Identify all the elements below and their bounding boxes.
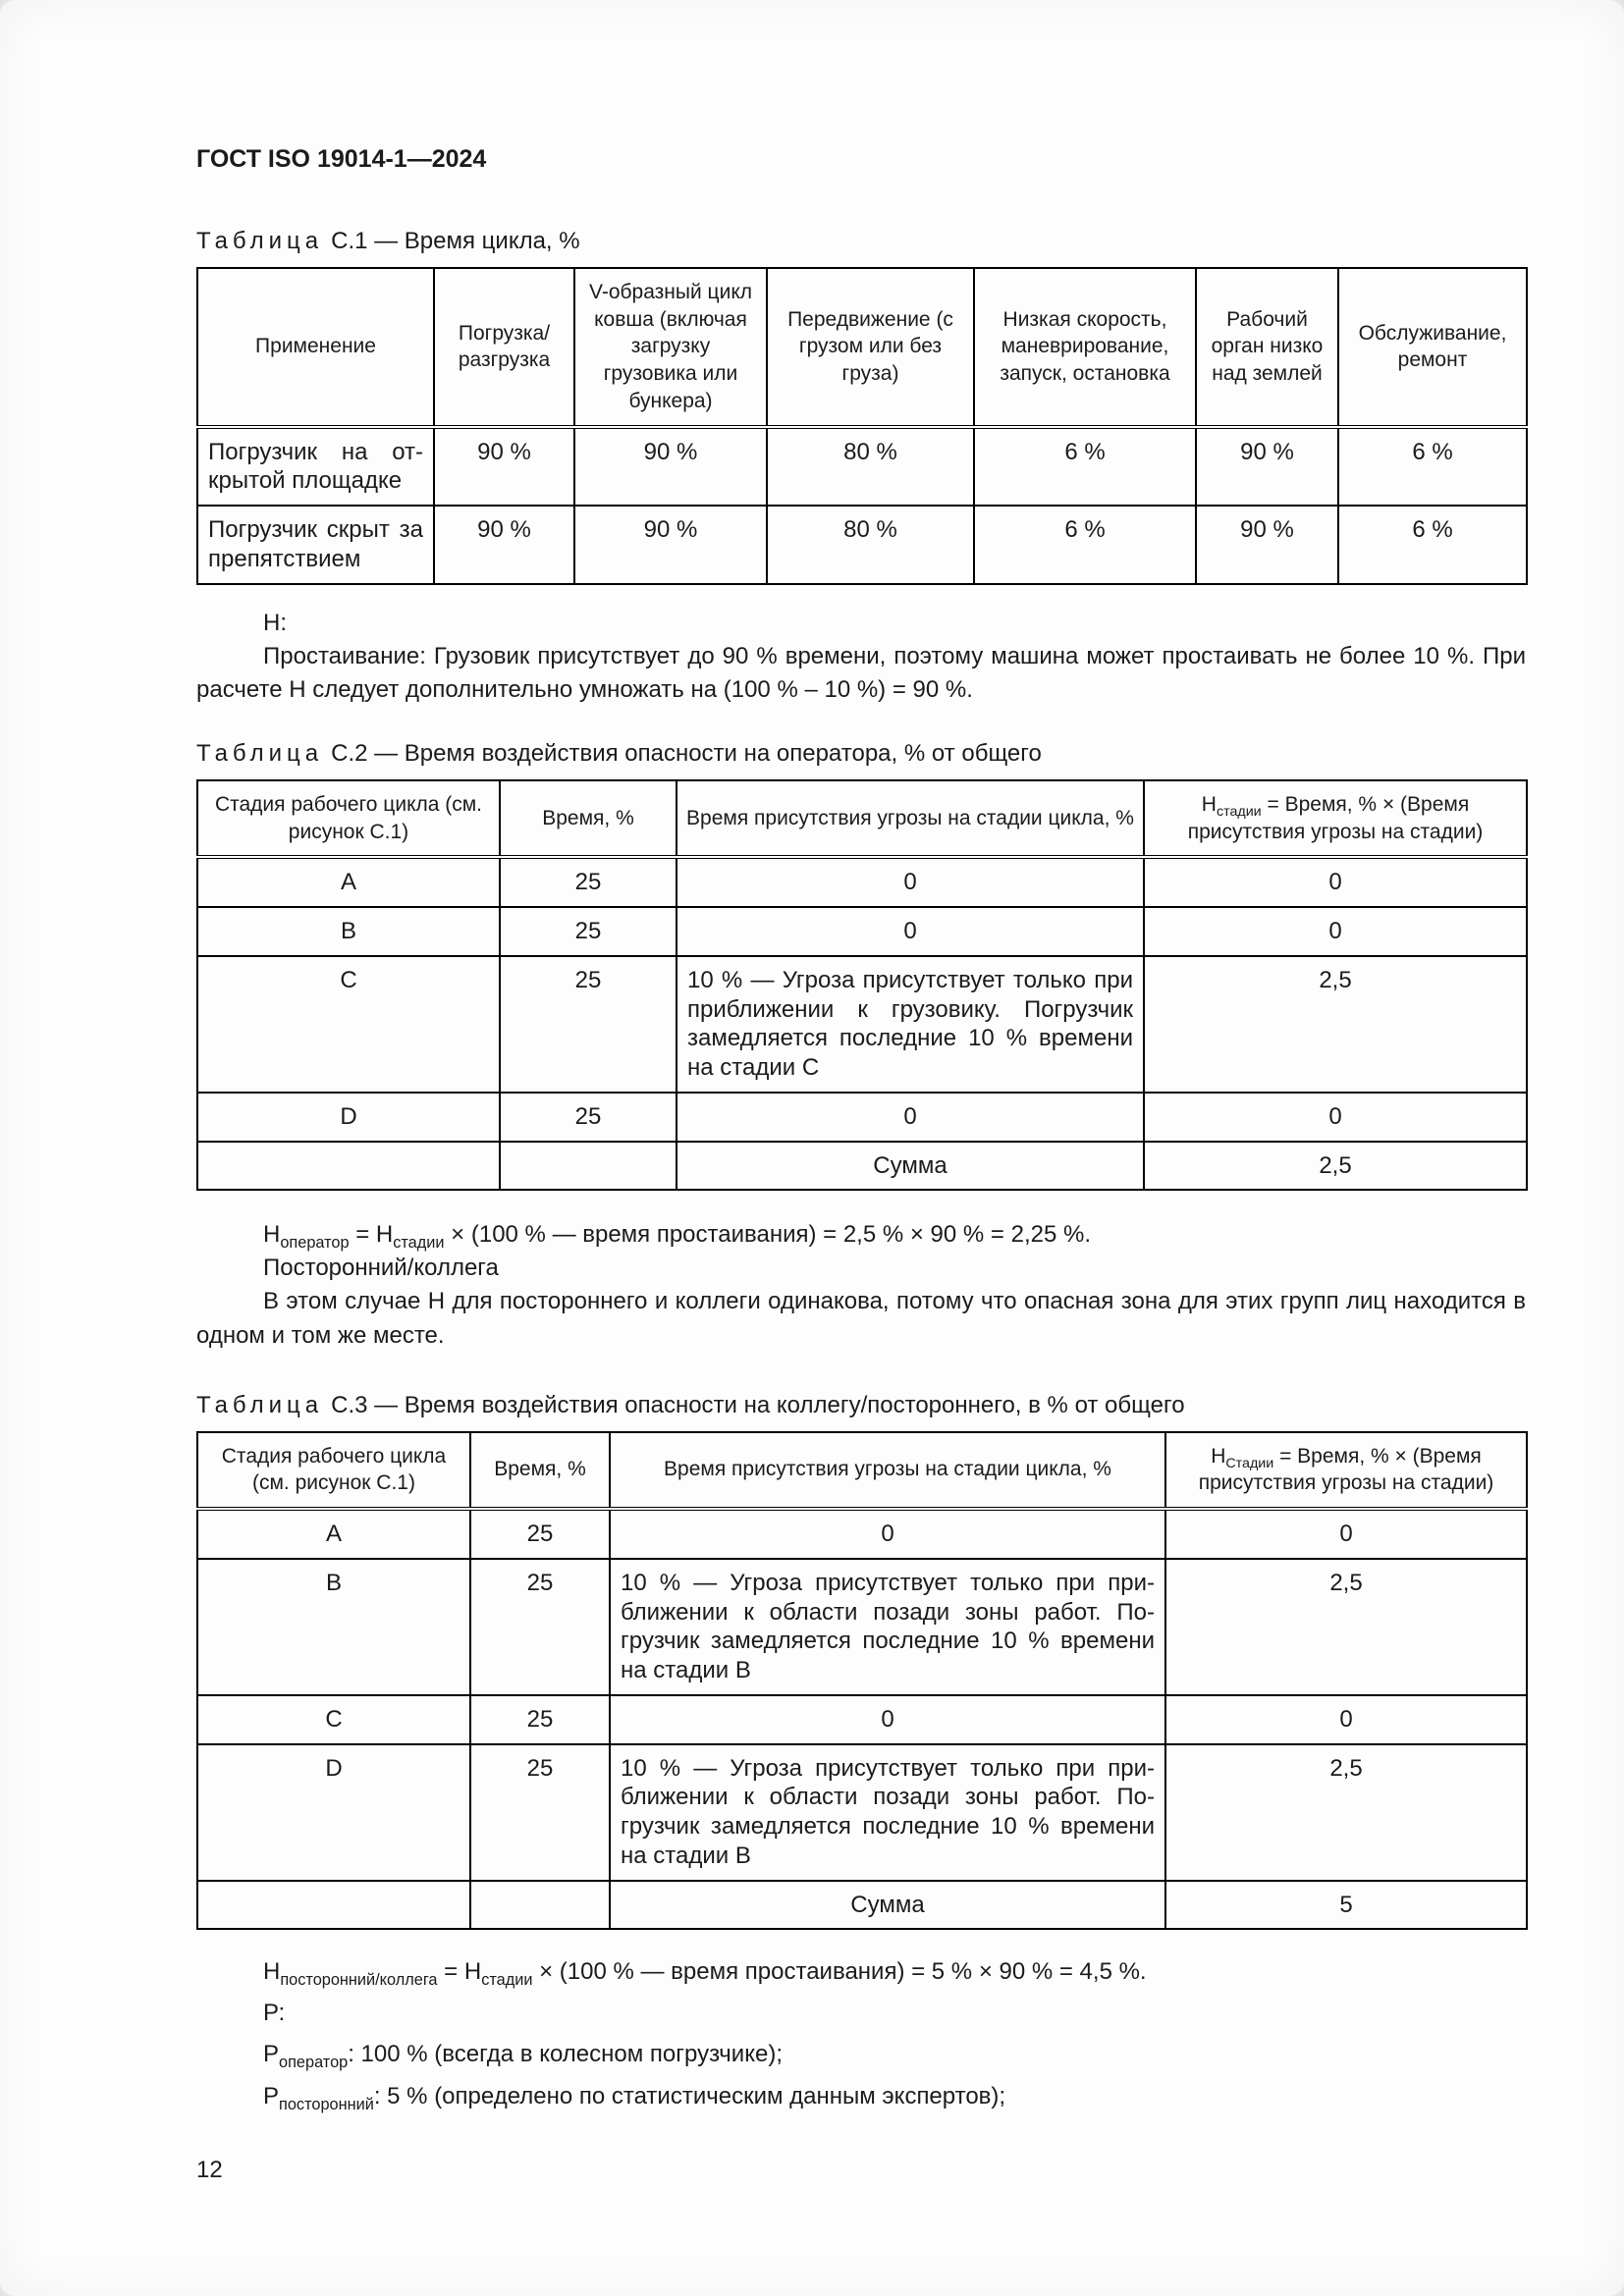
h-subscript: стадии — [1216, 804, 1262, 821]
header-cell-stage: Стадия рабочего цикла (см. рисунок С.1) — [197, 1432, 470, 1509]
para-explanation: В этом случае Н для постороннего и коллеги одинакова, потому что опасная зона для этих групп лиц находится в одном и том же месте. — [196, 1288, 1526, 1349]
header-cell-v-cycle: V-образный цикл ковша (включая загрузку грузовика или бункера) — [574, 268, 767, 427]
table-c1 — [196, 267, 1528, 585]
header-cell-service: Обслуживание, ремонт — [1338, 268, 1527, 427]
page-number: 12 — [196, 2156, 223, 2183]
table-c2 — [196, 779, 1528, 1191]
cell-empty — [470, 1881, 610, 1930]
table-row — [197, 1744, 1527, 1881]
cell-h-value: 0 — [1165, 1695, 1527, 1744]
formula-subscript: стадии — [481, 1971, 533, 1990]
table-c2-caption-label: Таблица — [196, 739, 324, 767]
cell-stage: D — [197, 1093, 500, 1142]
header-cell-travel: Передвижение (с грузом или без груза) — [767, 268, 974, 427]
cell-sum-value: 2,5 — [1144, 1142, 1527, 1191]
cell-value: 6 % — [1338, 427, 1527, 507]
cell-h-value: 2,5 — [1165, 1744, 1527, 1881]
header-cell-time: Время, % — [500, 780, 677, 857]
note-h-label: Н: — [263, 609, 287, 636]
table-c3-header-row — [197, 1432, 1527, 1509]
header-cell-tool-low: Рабочий орган низко над землей — [1196, 268, 1338, 427]
header-cell-h-formula — [1165, 1432, 1527, 1509]
cell-stage: C — [197, 956, 500, 1093]
cell-time: 25 — [470, 1559, 610, 1695]
cell-application: Погрузчик на открытой площадке — [197, 427, 434, 507]
table-row — [197, 857, 1527, 907]
cell-time: 25 — [500, 1093, 677, 1142]
formula-part: = Н — [437, 1958, 482, 1986]
cell-time: 25 — [470, 1695, 610, 1744]
cell-h-value: 0 — [1144, 1093, 1527, 1142]
cell-value: 90 % — [434, 427, 574, 507]
cell-threat: 0 — [610, 1509, 1165, 1559]
header-cell-low-speed: Низкая скорость, маневрирование, запуск, остановка — [974, 268, 1196, 427]
formula-subscript: оператор — [279, 2054, 349, 2072]
header-cell-threat-time: Время присутствия угрозы на стадии цикла, % — [677, 780, 1144, 857]
table-c3-caption — [196, 1392, 1526, 1419]
formula-part: Н — [263, 1958, 281, 1986]
cell-time: 25 — [470, 1509, 610, 1559]
h-symbol: Н — [1201, 792, 1217, 816]
doc-header-title: ГОСТ ISO 19014-1—2024 — [196, 145, 487, 173]
cell-threat: 10 % — Угроза присутствует только при приближении к области позади зоны работ. Погрузчик замедляется последние 10 % времени на стадии B — [610, 1744, 1165, 1881]
cell-value: 90 % — [574, 506, 767, 584]
h-subscript: Стадии — [1225, 1455, 1274, 1471]
cell-empty — [197, 1881, 470, 1930]
cell-stage: B — [197, 907, 500, 956]
table-c1-caption-label: Таблица — [196, 228, 324, 254]
cell-time: 25 — [500, 857, 677, 907]
cell-h-value: 2,5 — [1144, 956, 1527, 1093]
formula-part: × (100 % — время простаивания) = 2,5 % × 90 % = 2,25 %. — [444, 1221, 1091, 1249]
formula-h-operator — [196, 1218, 1526, 1252]
header-cell-h-formula — [1144, 780, 1527, 857]
formula-h-bystander — [196, 1955, 1526, 1989]
cell-sum-value: 5 — [1165, 1881, 1527, 1930]
header-cell-application: Применение — [197, 268, 434, 427]
table-c3-caption-label: Таблица — [196, 1391, 324, 1418]
formula-part: Р — [263, 2082, 280, 2109]
formula-part: : 100 % (всегда в колесном погрузчике); — [348, 2041, 783, 2068]
h-formula-rest: = Время, % × (Время присутствия угрозы на стадии) — [1198, 1444, 1494, 1495]
cell-empty — [500, 1142, 677, 1191]
para-p-label: Р: — [263, 2000, 286, 2027]
formula-part: × (100 % — время простаивания) = 5 % × 90 % = 4,5 %. — [532, 1958, 1147, 1986]
cell-sum-label: Сумма — [677, 1142, 1144, 1191]
table-c2-header-row — [197, 780, 1527, 857]
formula-part: = Н — [349, 1221, 394, 1249]
cell-stage: A — [197, 1509, 470, 1559]
formula-part: : 5 % (определено по статистическим данным экспертов); — [373, 2082, 1006, 2109]
cell-value: 80 % — [767, 506, 974, 584]
cell-stage: C — [197, 1695, 470, 1744]
table-row — [197, 506, 1527, 584]
cell-stage: A — [197, 857, 500, 907]
cell-value: 6 % — [1338, 506, 1527, 584]
table-row — [197, 1509, 1527, 1559]
cell-stage: B — [197, 1559, 470, 1695]
table-c1-caption-text: С.1 — Время цикла, % — [331, 228, 580, 254]
cell-stage: D — [197, 1744, 470, 1881]
formula-subscript: стадии — [393, 1234, 445, 1253]
table-row — [197, 1093, 1527, 1142]
cell-value: 90 % — [574, 427, 767, 507]
table-c1-header-row — [197, 268, 1527, 427]
cell-application: Погрузчик скрыт за препятствием — [197, 506, 434, 584]
cell-value: 90 % — [1196, 506, 1338, 584]
table-row — [197, 1559, 1527, 1695]
cell-threat: 0 — [677, 857, 1144, 907]
cell-threat: 0 — [610, 1695, 1165, 1744]
h-symbol: Н — [1211, 1444, 1226, 1468]
para-p-operator — [196, 2038, 1526, 2071]
table-row — [197, 1695, 1527, 1744]
table-row — [197, 427, 1527, 507]
cell-threat: 0 — [677, 1093, 1144, 1142]
formula-subscript: посторонний/коллега — [280, 1971, 438, 1990]
table-c3 — [196, 1431, 1528, 1931]
table-row — [197, 956, 1527, 1093]
cell-h-value: 0 — [1165, 1509, 1527, 1559]
cell-threat: 10 % — Угроза присутствует только при приближении к грузовику. Погрузчик замедляется последние 10 % времени на стадии С — [677, 956, 1144, 1093]
cell-value: 90 % — [1196, 427, 1338, 507]
cell-empty — [197, 1142, 500, 1191]
h-formula-rest: = Время, % × (Время присутствия угрозы на стадии) — [1187, 792, 1484, 843]
header-cell-load-unload: Погрузка/разгрузка — [434, 268, 574, 427]
table-c1-caption — [196, 228, 1526, 255]
para-p-bystander — [196, 2080, 1526, 2113]
header-cell-stage: Стадия рабочего цикла (см. рисунок С.1) — [197, 780, 500, 857]
formula-part: Н — [263, 1221, 281, 1249]
cell-value: 6 % — [974, 427, 1196, 507]
table-sum-row — [197, 1142, 1527, 1191]
table-c2-caption — [196, 740, 1526, 768]
formula-part: Р — [263, 2041, 280, 2068]
cell-time: 25 — [500, 956, 677, 1093]
cell-value: 90 % — [434, 506, 574, 584]
cell-h-value: 0 — [1144, 857, 1527, 907]
cell-value: 6 % — [974, 506, 1196, 584]
cell-sum-label: Сумма — [610, 1881, 1165, 1930]
table-c2-caption-text: С.2 — Время воздействия опасности на оператора, % от общего — [331, 739, 1042, 767]
header-cell-time: Время, % — [470, 1432, 610, 1509]
table-c3-caption-text: С.3 — Время воздействия опасности на коллегу/постороннего, в % от общего — [331, 1391, 1185, 1418]
formula-subscript: посторонний — [279, 2095, 374, 2113]
table-sum-row — [197, 1881, 1527, 1930]
cell-threat: 10 % — Угроза присутствует только при приближении к области позади зоны работ. Погрузчик замедляется последние 10 % времени на стадии B — [610, 1559, 1165, 1695]
cell-threat: 0 — [677, 907, 1144, 956]
note-h-text: Простаивание: Грузовик присутствует до 90 % времени, поэтому машина может простаивать не более 10 %. При расчете Н следует дополнительно умножать на (100 % – 10 %) = 90 %. — [196, 642, 1526, 703]
header-cell-threat-time: Время присутствия угрозы на стадии цикла, % — [610, 1432, 1165, 1509]
cell-h-value: 0 — [1144, 907, 1527, 956]
cell-time: 25 — [500, 907, 677, 956]
formula-subscript: оператор — [280, 1234, 350, 1253]
cell-value: 80 % — [767, 427, 974, 507]
para-bystander-colleague: Посторонний/коллега — [263, 1255, 499, 1282]
cell-h-value: 2,5 — [1165, 1559, 1527, 1695]
table-row — [197, 907, 1527, 956]
cell-time: 25 — [470, 1744, 610, 1881]
